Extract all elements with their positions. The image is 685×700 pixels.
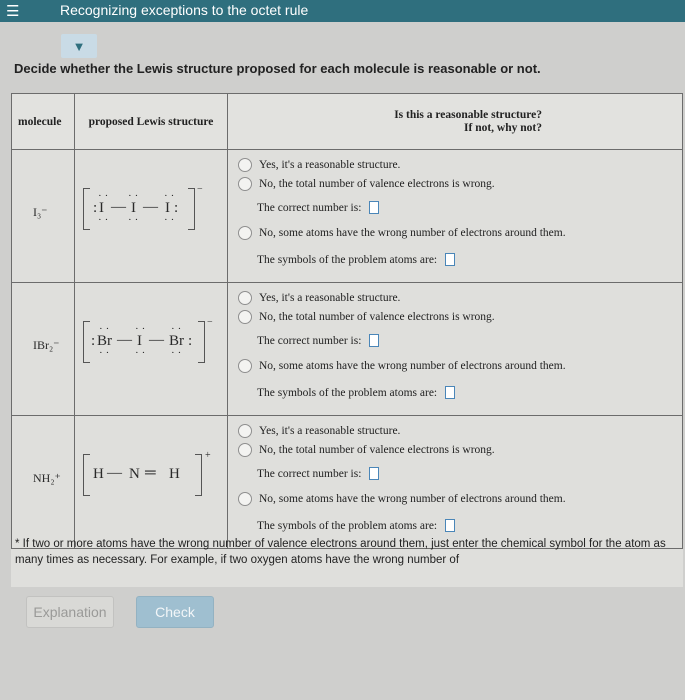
- instruction-text: Decide whether the Lewis structure proposed for each molecule is reasonable or not.: [14, 61, 541, 76]
- molecule-formula: I₃⁻: [33, 205, 48, 219]
- option-yes[interactable]: [238, 424, 400, 438]
- problem-atoms-label: The symbols of the problem atoms are:: [257, 519, 438, 532]
- molecule-formula: IBr₂⁻: [33, 338, 60, 352]
- table-row: [12, 283, 683, 416]
- lewis-atom: I: [165, 200, 170, 216]
- lewis-charge: +: [205, 450, 211, 461]
- correct-number-label: The correct number is:: [257, 334, 362, 347]
- correct-number-input[interactable]: [369, 201, 379, 214]
- correct-number-label: The correct number is:: [257, 201, 362, 214]
- molecule-formula: NH₂⁺: [33, 471, 61, 485]
- table-row: [12, 150, 683, 283]
- hamburger-menu-icon[interactable]: ☰: [6, 3, 20, 20]
- lewis-structure: − : I — I — I : ·· ·· ·· ·· ·· ··: [75, 150, 227, 282]
- option-yes[interactable]: [238, 158, 400, 172]
- footnote-text: * If two or more atoms have the wrong number of valence electrons around them, just enter the chemical symbol for the atom as many times as necessary. For example, if two oxygen atoms have the wrong number of: [15, 538, 666, 566]
- lewis-atom: I: [99, 200, 104, 216]
- header-question: [228, 94, 683, 150]
- explanation-button[interactable]: Explanation: [26, 596, 114, 628]
- lewis-atom: H: [93, 466, 104, 482]
- problem-atoms-label: The symbols of the problem atoms are:: [257, 386, 438, 399]
- radio-button[interactable]: [238, 310, 252, 324]
- radio-button[interactable]: [238, 158, 252, 172]
- option-valence-wrong[interactable]: [238, 310, 495, 324]
- header-lewis: proposed Lewis structure: [75, 94, 228, 150]
- option-label: No, some atoms have the wrong number of electrons around them.: [259, 360, 566, 372]
- option-valence-wrong[interactable]: [238, 177, 495, 191]
- option-label: No, some atoms have the wrong number of electrons around them.: [259, 227, 566, 239]
- lewis-structure: + H — N ═ H: [75, 416, 227, 548]
- lewis-atom: Br: [169, 333, 184, 349]
- lewis-atom: N: [129, 466, 140, 482]
- correct-number-label: The correct number is:: [257, 467, 362, 480]
- lewis-charge: −: [207, 317, 213, 328]
- option-label: Yes, it's a reasonable structure.: [259, 292, 401, 304]
- lewis-atom: H: [169, 466, 180, 482]
- collapse-button[interactable]: [61, 34, 97, 58]
- problem-atoms-label: The symbols of the problem atoms are:: [257, 253, 438, 266]
- table-header-row: [12, 94, 683, 150]
- lewis-atom: I: [131, 200, 136, 216]
- option-label: No, some atoms have the wrong number of electrons around them.: [259, 493, 566, 505]
- correct-number-input[interactable]: [369, 334, 379, 347]
- radio-button[interactable]: [238, 443, 252, 457]
- option-yes[interactable]: [238, 291, 400, 305]
- header-question-line2: If not, why not?: [464, 121, 542, 134]
- problem-atoms-input[interactable]: [445, 519, 455, 532]
- option-label: No, the total number of valence electrons is wrong.: [259, 444, 495, 456]
- option-label: Yes, it's a reasonable structure.: [259, 425, 401, 437]
- header-molecule: molecule: [12, 94, 75, 150]
- radio-button[interactable]: [238, 359, 252, 373]
- lewis-atom: Br: [97, 333, 112, 349]
- table-row: [12, 416, 683, 549]
- worksheet: [11, 93, 683, 587]
- radio-button[interactable]: [238, 492, 252, 506]
- option-atoms-wrong[interactable]: [238, 492, 566, 506]
- option-atoms-wrong[interactable]: [238, 226, 566, 240]
- radio-button[interactable]: [238, 424, 252, 438]
- option-label: No, the total number of valence electrons is wrong.: [259, 178, 495, 190]
- lewis-structure: − : Br — I — Br : ·· ·· ·· ·· ·· ··: [75, 283, 227, 415]
- page-title: Recognizing exceptions to the octet rule: [60, 2, 309, 18]
- chevron-down-icon: ▼: [72, 38, 86, 54]
- header-question-line1: Is this a reasonable structure?: [394, 108, 542, 121]
- option-label: Yes, it's a reasonable structure.: [259, 159, 401, 171]
- problem-atoms-input[interactable]: [445, 386, 455, 399]
- radio-button[interactable]: [238, 226, 252, 240]
- lewis-structure-table: [11, 93, 683, 549]
- lewis-atom: I: [137, 333, 142, 349]
- radio-button[interactable]: [238, 177, 252, 191]
- radio-button[interactable]: [238, 291, 252, 305]
- option-label: No, the total number of valence electrons is wrong.: [259, 311, 495, 323]
- correct-number-input[interactable]: [369, 467, 379, 480]
- check-button[interactable]: Check: [136, 596, 214, 628]
- problem-atoms-input[interactable]: [445, 253, 455, 266]
- option-valence-wrong[interactable]: [238, 443, 495, 457]
- option-atoms-wrong[interactable]: [238, 359, 566, 373]
- top-bar: [0, 0, 685, 22]
- lewis-charge: −: [197, 184, 203, 195]
